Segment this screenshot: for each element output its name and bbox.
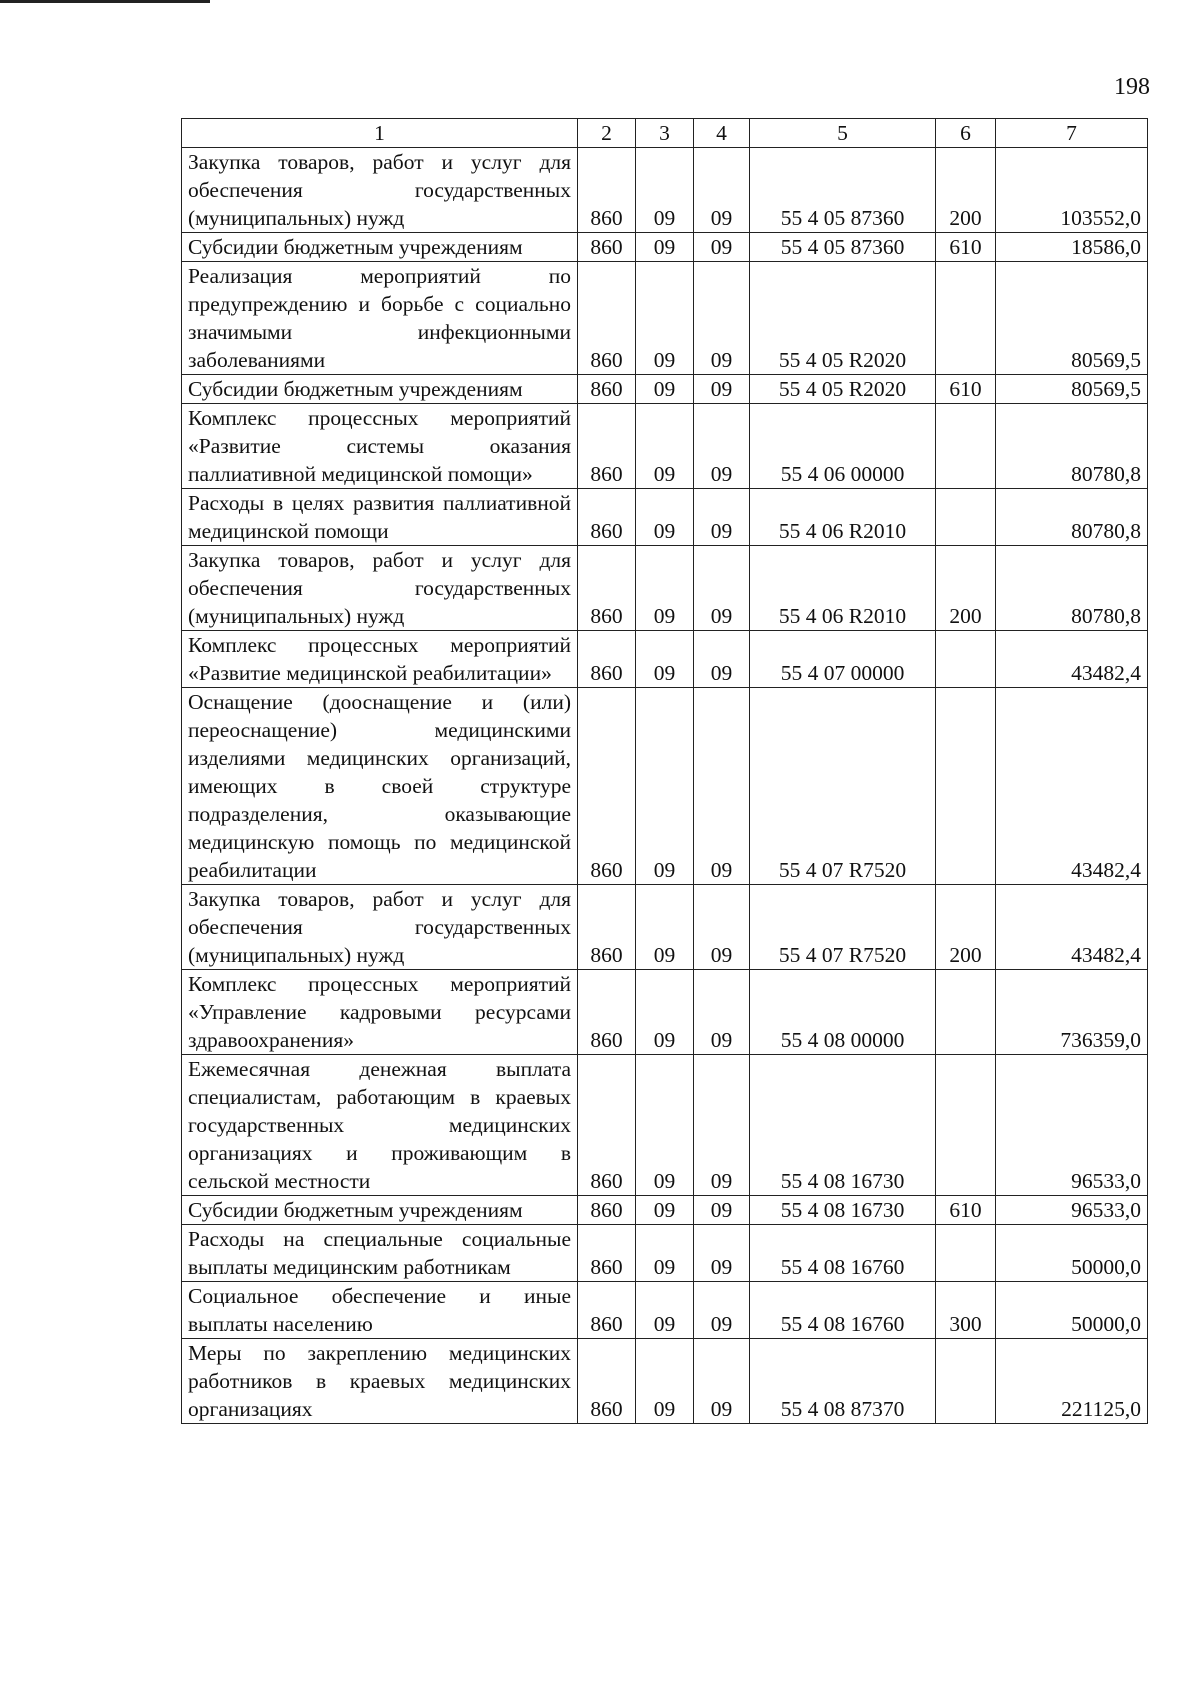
row-amount-cell: 221125,0 [996, 1339, 1148, 1424]
row-name-cell: Субсидии бюджетным учреждениям [182, 375, 578, 404]
row-name-cell: Ежемесячная денежная выплата специалистам, работающим в краевых государственных медицинских организациях и проживающим в сельской местности [182, 1055, 578, 1196]
table-row [182, 233, 1148, 262]
row-section-cell: 09 [636, 233, 694, 262]
row-name-cell: Субсидии бюджетным учреждениям [182, 1196, 578, 1225]
row-expense-type-cell: 610 [936, 233, 996, 262]
row-grbs-cell: 860 [578, 1339, 636, 1424]
row-grbs-cell: 860 [578, 233, 636, 262]
row-name-cell: Закупка товаров, работ и услуг для обеспечения государственных (муниципальных) нужд [182, 148, 578, 233]
row-grbs-cell: 860 [578, 404, 636, 489]
table-row [182, 1055, 1148, 1196]
row-name-cell: Комплекс процессных мероприятий «Развитие медицинской реабилитации» [182, 631, 578, 688]
column-header: 6 [936, 119, 996, 148]
row-section-cell: 09 [636, 489, 694, 546]
table-row [182, 148, 1148, 233]
row-grbs-cell: 860 [578, 1282, 636, 1339]
row-expense-type-cell: 610 [936, 375, 996, 404]
row-amount-cell: 80569,5 [996, 375, 1148, 404]
row-subsection-cell: 09 [694, 148, 750, 233]
row-target-article-cell: 55 4 05 87360 [750, 148, 936, 233]
row-grbs-cell: 860 [578, 1055, 636, 1196]
table-row [182, 970, 1148, 1055]
row-target-article-cell: 55 4 05 R2020 [750, 375, 936, 404]
row-subsection-cell: 09 [694, 404, 750, 489]
table-row [182, 1282, 1148, 1339]
row-name-cell: Закупка товаров, работ и услуг для обеспечения государственных (муниципальных) нужд [182, 546, 578, 631]
row-amount-cell: 96533,0 [996, 1055, 1148, 1196]
header-row [182, 119, 1148, 148]
row-expense-type-cell [936, 404, 996, 489]
row-expense-type-cell: 300 [936, 1282, 996, 1339]
row-section-cell: 09 [636, 970, 694, 1055]
row-amount-cell: 50000,0 [996, 1225, 1148, 1282]
row-name-cell: Расходы в целях развития паллиативной медицинской помощи [182, 489, 578, 546]
row-grbs-cell: 860 [578, 970, 636, 1055]
row-section-cell: 09 [636, 688, 694, 885]
row-amount-cell: 50000,0 [996, 1282, 1148, 1339]
row-subsection-cell: 09 [694, 970, 750, 1055]
row-expense-type-cell: 200 [936, 148, 996, 233]
row-subsection-cell: 09 [694, 1339, 750, 1424]
row-target-article-cell: 55 4 06 R2010 [750, 546, 936, 631]
row-target-article-cell: 55 4 07 00000 [750, 631, 936, 688]
row-section-cell: 09 [636, 885, 694, 970]
table-row [182, 1196, 1148, 1225]
row-name-cell: Социальное обеспечение и иные выплаты населению [182, 1282, 578, 1339]
row-grbs-cell: 860 [578, 148, 636, 233]
row-subsection-cell: 09 [694, 1055, 750, 1196]
row-section-cell: 09 [636, 1339, 694, 1424]
row-subsection-cell: 09 [694, 1282, 750, 1339]
row-grbs-cell: 860 [578, 1225, 636, 1282]
row-target-article-cell: 55 4 08 00000 [750, 970, 936, 1055]
column-header: 5 [750, 119, 936, 148]
row-amount-cell: 80780,8 [996, 404, 1148, 489]
table-row [182, 631, 1148, 688]
row-section-cell: 09 [636, 375, 694, 404]
row-section-cell: 09 [636, 1055, 694, 1196]
row-target-article-cell: 55 4 08 16730 [750, 1055, 936, 1196]
row-subsection-cell: 09 [694, 1196, 750, 1225]
column-header: 2 [578, 119, 636, 148]
row-name-cell: Субсидии бюджетным учреждениям [182, 233, 578, 262]
row-amount-cell: 103552,0 [996, 148, 1148, 233]
row-expense-type-cell: 200 [936, 885, 996, 970]
row-grbs-cell: 860 [578, 546, 636, 631]
row-name-cell: Расходы на специальные социальные выплаты медицинским работникам [182, 1225, 578, 1282]
row-section-cell: 09 [636, 1282, 694, 1339]
table-row [182, 885, 1148, 970]
row-expense-type-cell [936, 631, 996, 688]
row-subsection-cell: 09 [694, 688, 750, 885]
row-target-article-cell: 55 4 05 R2020 [750, 262, 936, 375]
column-header: 7 [996, 119, 1148, 148]
row-name-cell: Реализация мероприятий по предупреждению и борьбе с социально значимыми инфекционными заболеваниями [182, 262, 578, 375]
row-target-article-cell: 55 4 06 00000 [750, 404, 936, 489]
table-row [182, 1225, 1148, 1282]
column-header: 4 [694, 119, 750, 148]
row-name-cell: Закупка товаров, работ и услуг для обеспечения государственных (муниципальных) нужд [182, 885, 578, 970]
row-amount-cell: 43482,4 [996, 688, 1148, 885]
table-row [182, 546, 1148, 631]
row-target-article-cell: 55 4 08 87370 [750, 1339, 936, 1424]
row-section-cell: 09 [636, 546, 694, 631]
row-amount-cell: 43482,4 [996, 885, 1148, 970]
row-subsection-cell: 09 [694, 1225, 750, 1282]
row-section-cell: 09 [636, 262, 694, 375]
table-row [182, 688, 1148, 885]
row-expense-type-cell [936, 688, 996, 885]
row-amount-cell: 80780,8 [996, 489, 1148, 546]
row-subsection-cell: 09 [694, 631, 750, 688]
table-body [182, 148, 1148, 1424]
row-amount-cell: 80780,8 [996, 546, 1148, 631]
row-grbs-cell: 860 [578, 489, 636, 546]
table-row [182, 489, 1148, 546]
row-expense-type-cell [936, 1055, 996, 1196]
row-target-article-cell: 55 4 08 16730 [750, 1196, 936, 1225]
row-amount-cell: 736359,0 [996, 970, 1148, 1055]
row-target-article-cell: 55 4 08 16760 [750, 1225, 936, 1282]
row-subsection-cell: 09 [694, 546, 750, 631]
row-subsection-cell: 09 [694, 233, 750, 262]
row-subsection-cell: 09 [694, 262, 750, 375]
table-row [182, 262, 1148, 375]
row-target-article-cell: 55 4 08 16760 [750, 1282, 936, 1339]
row-section-cell: 09 [636, 631, 694, 688]
column-header: 1 [182, 119, 578, 148]
row-amount-cell: 18586,0 [996, 233, 1148, 262]
row-grbs-cell: 860 [578, 688, 636, 885]
row-target-article-cell: 55 4 07 R7520 [750, 688, 936, 885]
scan-edge-line [0, 0, 210, 3]
row-section-cell: 09 [636, 404, 694, 489]
row-section-cell: 09 [636, 148, 694, 233]
row-amount-cell: 80569,5 [996, 262, 1148, 375]
table-row [182, 1339, 1148, 1424]
row-expense-type-cell [936, 262, 996, 375]
row-expense-type-cell [936, 1225, 996, 1282]
row-amount-cell: 43482,4 [996, 631, 1148, 688]
row-name-cell: Комплекс процессных мероприятий «Развитие системы оказания паллиативной медицинской помощи» [182, 404, 578, 489]
row-name-cell: Комплекс процессных мероприятий «Управление кадровыми ресурсами здравоохранения» [182, 970, 578, 1055]
row-target-article-cell: 55 4 07 R7520 [750, 885, 936, 970]
page-number: 198 [1114, 74, 1150, 100]
row-expense-type-cell [936, 970, 996, 1055]
row-target-article-cell: 55 4 06 R2010 [750, 489, 936, 546]
table-row [182, 404, 1148, 489]
row-grbs-cell: 860 [578, 885, 636, 970]
budget-table [181, 118, 1148, 1424]
row-grbs-cell: 860 [578, 375, 636, 404]
row-expense-type-cell [936, 489, 996, 546]
row-grbs-cell: 860 [578, 631, 636, 688]
row-target-article-cell: 55 4 05 87360 [750, 233, 936, 262]
row-grbs-cell: 860 [578, 262, 636, 375]
row-name-cell: Оснащение (дооснащение и (или) переоснащение) медицинскими изделиями медицинских организаций, имеющих в своей структуре подразделения, оказывающие медицинскую помощь по медицинской реабилитации [182, 688, 578, 885]
row-expense-type-cell [936, 1339, 996, 1424]
row-expense-type-cell: 610 [936, 1196, 996, 1225]
row-grbs-cell: 860 [578, 1196, 636, 1225]
row-subsection-cell: 09 [694, 375, 750, 404]
row-subsection-cell: 09 [694, 885, 750, 970]
column-header: 3 [636, 119, 694, 148]
row-section-cell: 09 [636, 1225, 694, 1282]
table-row [182, 375, 1148, 404]
row-subsection-cell: 09 [694, 489, 750, 546]
row-section-cell: 09 [636, 1196, 694, 1225]
row-amount-cell: 96533,0 [996, 1196, 1148, 1225]
row-expense-type-cell: 200 [936, 546, 996, 631]
row-name-cell: Меры по закреплению медицинских работников в краевых медицинских организациях [182, 1339, 578, 1424]
